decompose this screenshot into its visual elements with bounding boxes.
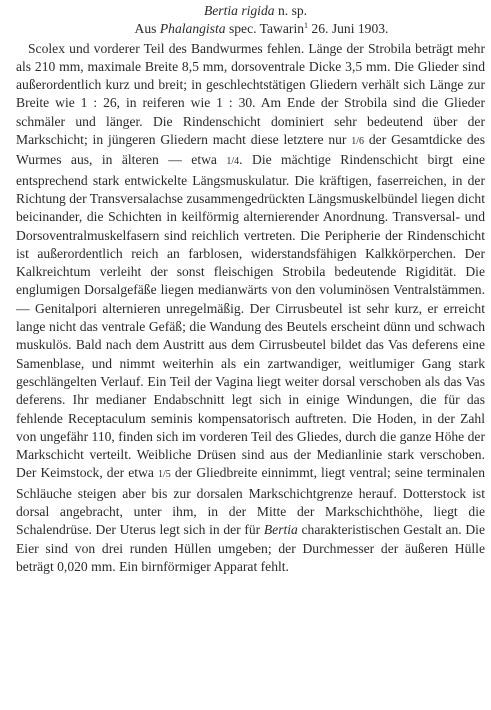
text-part-4: der Gliedbreite einnimmt, liegt ventral; seine terminalen Schläuche steigen aber bis zur dorsalen Markschichtgrenze herauf. Dotterstock ist dorsal angebracht, unter ihm, in der Mitte der Markschichthöhe, liegt die Schalendrüse. Der Uterus legt sich in der für (16, 465, 485, 538)
text-part-3: . Die mächtige Rindenschicht birgt eine entsprechend stark entwickelte Längsmuskulatur. Die kräftigen, faserreichen, in der Richtung der Transversalachse zusammengedrückten Längsmuskelbündel liegen dicht beicinander, die Schichten in keilförmig alternierender Anordnung. Transversal- und Dorsoventralmuskelfasern sind reichlich vertreten. Die Peripherie der Rindenschicht ist außerordentlich reich an farblosen, widerstandsfähigen Kalkkörperchen. Der Kalkreichtum verleiht der sonst fleischigen Strobila bedeutende Rigidität. Die englumigen Dorsalgefäße liegen medianwärts von den voluminösen Ventralstämmen. — Genitalpori alternieren unregelmäßig. Der Cirrusbeutel ist sehr kurz, er erreicht lange nicht das ventrale Gefäß; die Wandung des Beutels erscheint dünn und schwach muskulös. Bald nach dem Austritt aus dem Cirrusbeutel bildet das Vas deferens eine Samenblase, und nimmt weiterhin als ein zartwandiger, weitlumiger Gang stark geschlängelten Verlauf. Ein Teil der Vagina liegt weiter dorsal verschoben als das Vas deferens. Ihr medianer Endabschnitt legt sich in einige Windungen, die für das fehlende Receptaculum seminis kompensatorisch auftreten. Die Hoden, in der Zahl von ungefähr 110, finden sich im vorderen Teil des Gliedes, durch die ganze Höhe der Markschicht verteilt. Weibliche Drüsen sind aus der Medianlinie stark verschoben. Der Keimstock, der etwa (16, 152, 485, 481)
fraction-1: 1/6 (351, 136, 365, 148)
text-part-2: der Gesamtdicke des Wurmes aus, in älteren — etwa (16, 132, 485, 168)
host-suffix: spec. Tawarin (228, 21, 305, 37)
species-heading (16, 2, 485, 20)
collection-date: 26. Juni 1903. (311, 21, 389, 37)
specimen-origin (16, 20, 485, 38)
footnote-mark: 1 (304, 21, 309, 31)
species-name: Bertia rigida (203, 3, 275, 18)
host-genus: Phalangista (159, 21, 226, 37)
fraction-3: 1/5 (157, 469, 171, 481)
origin-prefix: Aus (134, 21, 157, 37)
description-paragraph (16, 40, 485, 577)
text-part-5: charakteristischen Gestalt an. Die Eier sind von drei runden Hüllen umgeben; der Durchmesser der äußeren Hülle beträgt 0,020 mm. Ein birnförmiger Apparat fehlt. (16, 522, 485, 574)
fraction-2: 1/4 (226, 156, 240, 168)
text-part-1: Scolex und vorderer Teil des Bandwurmes fehlen. Länge der Strobila beträgt mehr als 210 mm, maximale Breite 8,5 mm, dorsoventrale Dicke 3,5 mm. Die Glieder sind außerordentlich kurz und breit; in geschlechtstätigen Gliedern verhält sich Länge zur Breite wie 1 : 26, in reiferen wie 1 : 30. Am Ende der Strobila sind die Glieder schmäler und länger. Die Rindenschicht dominiert sehr bedeutend über der Markschicht; in jüngeren Gliedern macht diese letztere nur (16, 40, 485, 148)
genus-reference: Bertia (263, 522, 298, 538)
species-designation: n. sp. (277, 3, 308, 18)
